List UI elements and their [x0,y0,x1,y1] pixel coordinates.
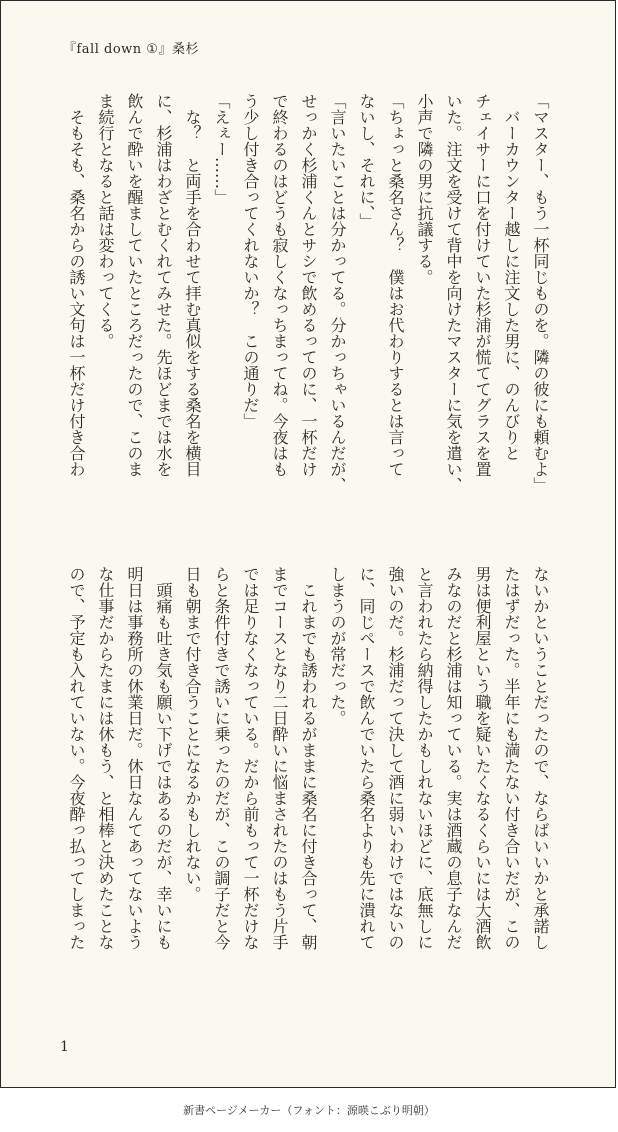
text-line: に、杉浦はわざとむくれてみせた。先ほどまでは水を [154,93,173,477]
text-line: バーカウンター越しに注文した男に、のんびりと [502,93,521,461]
text-line: では足りなくなっている。だから前もって一杯だけな [241,566,260,950]
text-line: ないかということだったので、ならばいいかと承諾し [531,566,550,950]
text-line: と言われたら納得したかもしれないほどに、底無しに [415,566,434,950]
text-line: な仕事だからたまには休もう、と相棒と決めたことな [96,566,115,950]
text-line: 「マスター、もう一杯同じものを。隣の彼にも頼むよ」 [531,93,550,493]
text-block-top [55,93,555,525]
text-line: 強いのだ。杉浦だって決して酒に弱いわけではないの [386,566,405,950]
text-line: 「えぇー……」 [212,93,231,205]
text-line: で終わるのはどうも寂しくなっちまってね。今夜はも [270,93,289,477]
text-line: これまでも誘われるがままに桑名に付き合って、朝 [299,566,318,950]
text-line: らと条件付きで誘いに乗ったのだが、この調子だと今 [212,566,231,950]
text-block-bottom [55,566,555,998]
text-line: ま続行となると話は変わってくる。 [96,93,115,349]
text-line: チェイサーに口を付けていた杉浦が慌ててグラスを置 [473,93,492,477]
text-line: ないし、それに、」 [357,93,376,229]
text-line: たはずだった。半年にも満たない付き合いだが、この [502,566,521,950]
text-line: までコースとなり二日酔いに悩まされたのはもう片手 [270,566,289,950]
text-line: 飲んで酔いを醒ましていたところだったので、このま [125,93,144,477]
text-line: いた。注文を受けて背中を向けたマスターに気を遣い、 [444,93,463,493]
text-line: 男は便利屋という職を疑いたくなるくらいには大酒飲 [473,566,492,950]
text-line: そもそも、桑名からの誘い文句は一杯だけ付き合わ [67,93,86,477]
text-line: せっかく杉浦くんとサシで飲めるってのに、一杯だけ [299,93,318,477]
text-line: 頭痛も吐き気も願い下げではあるのだが、幸いにも [154,566,173,950]
page-number: 1 [60,1039,69,1055]
text-line: 小声で隣の男に抗議する。 [415,93,434,285]
text-line: な？ と両手を合わせて拝む真似をする桑名を横目 [183,93,202,477]
text-line: 「言いたいことは分かってる。分かっちゃいるんだが、 [328,93,347,493]
text-line: う少し付き合ってくれないか？ この通りだ」 [241,93,260,429]
page-header: 『fall down ①』桑杉 [63,42,199,57]
text-line: 「ちょっと桑名さん？ 僕はお代わりするとは言って [386,93,405,477]
text-line: 日も朝まで付き合うことになるかもしれない。 [183,566,202,902]
footer-credit: 新書ページメーカー（フォント：源暎こぶり明朝） [183,1104,435,1117]
text-line: みなのだと杉浦は知っている。実は酒蔵の息子なんだ [444,566,463,950]
text-line: しまうのが常だった。 [328,566,347,726]
text-line: 明日は事務所の休業日だ。休日なんてあってないよう [125,566,144,950]
text-line: ので、予定も入れていない。今夜酔っ払ってしまった [67,566,86,950]
text-line: に、同じペースで飲んでいたら桑名よりも先に潰れて [357,566,376,950]
